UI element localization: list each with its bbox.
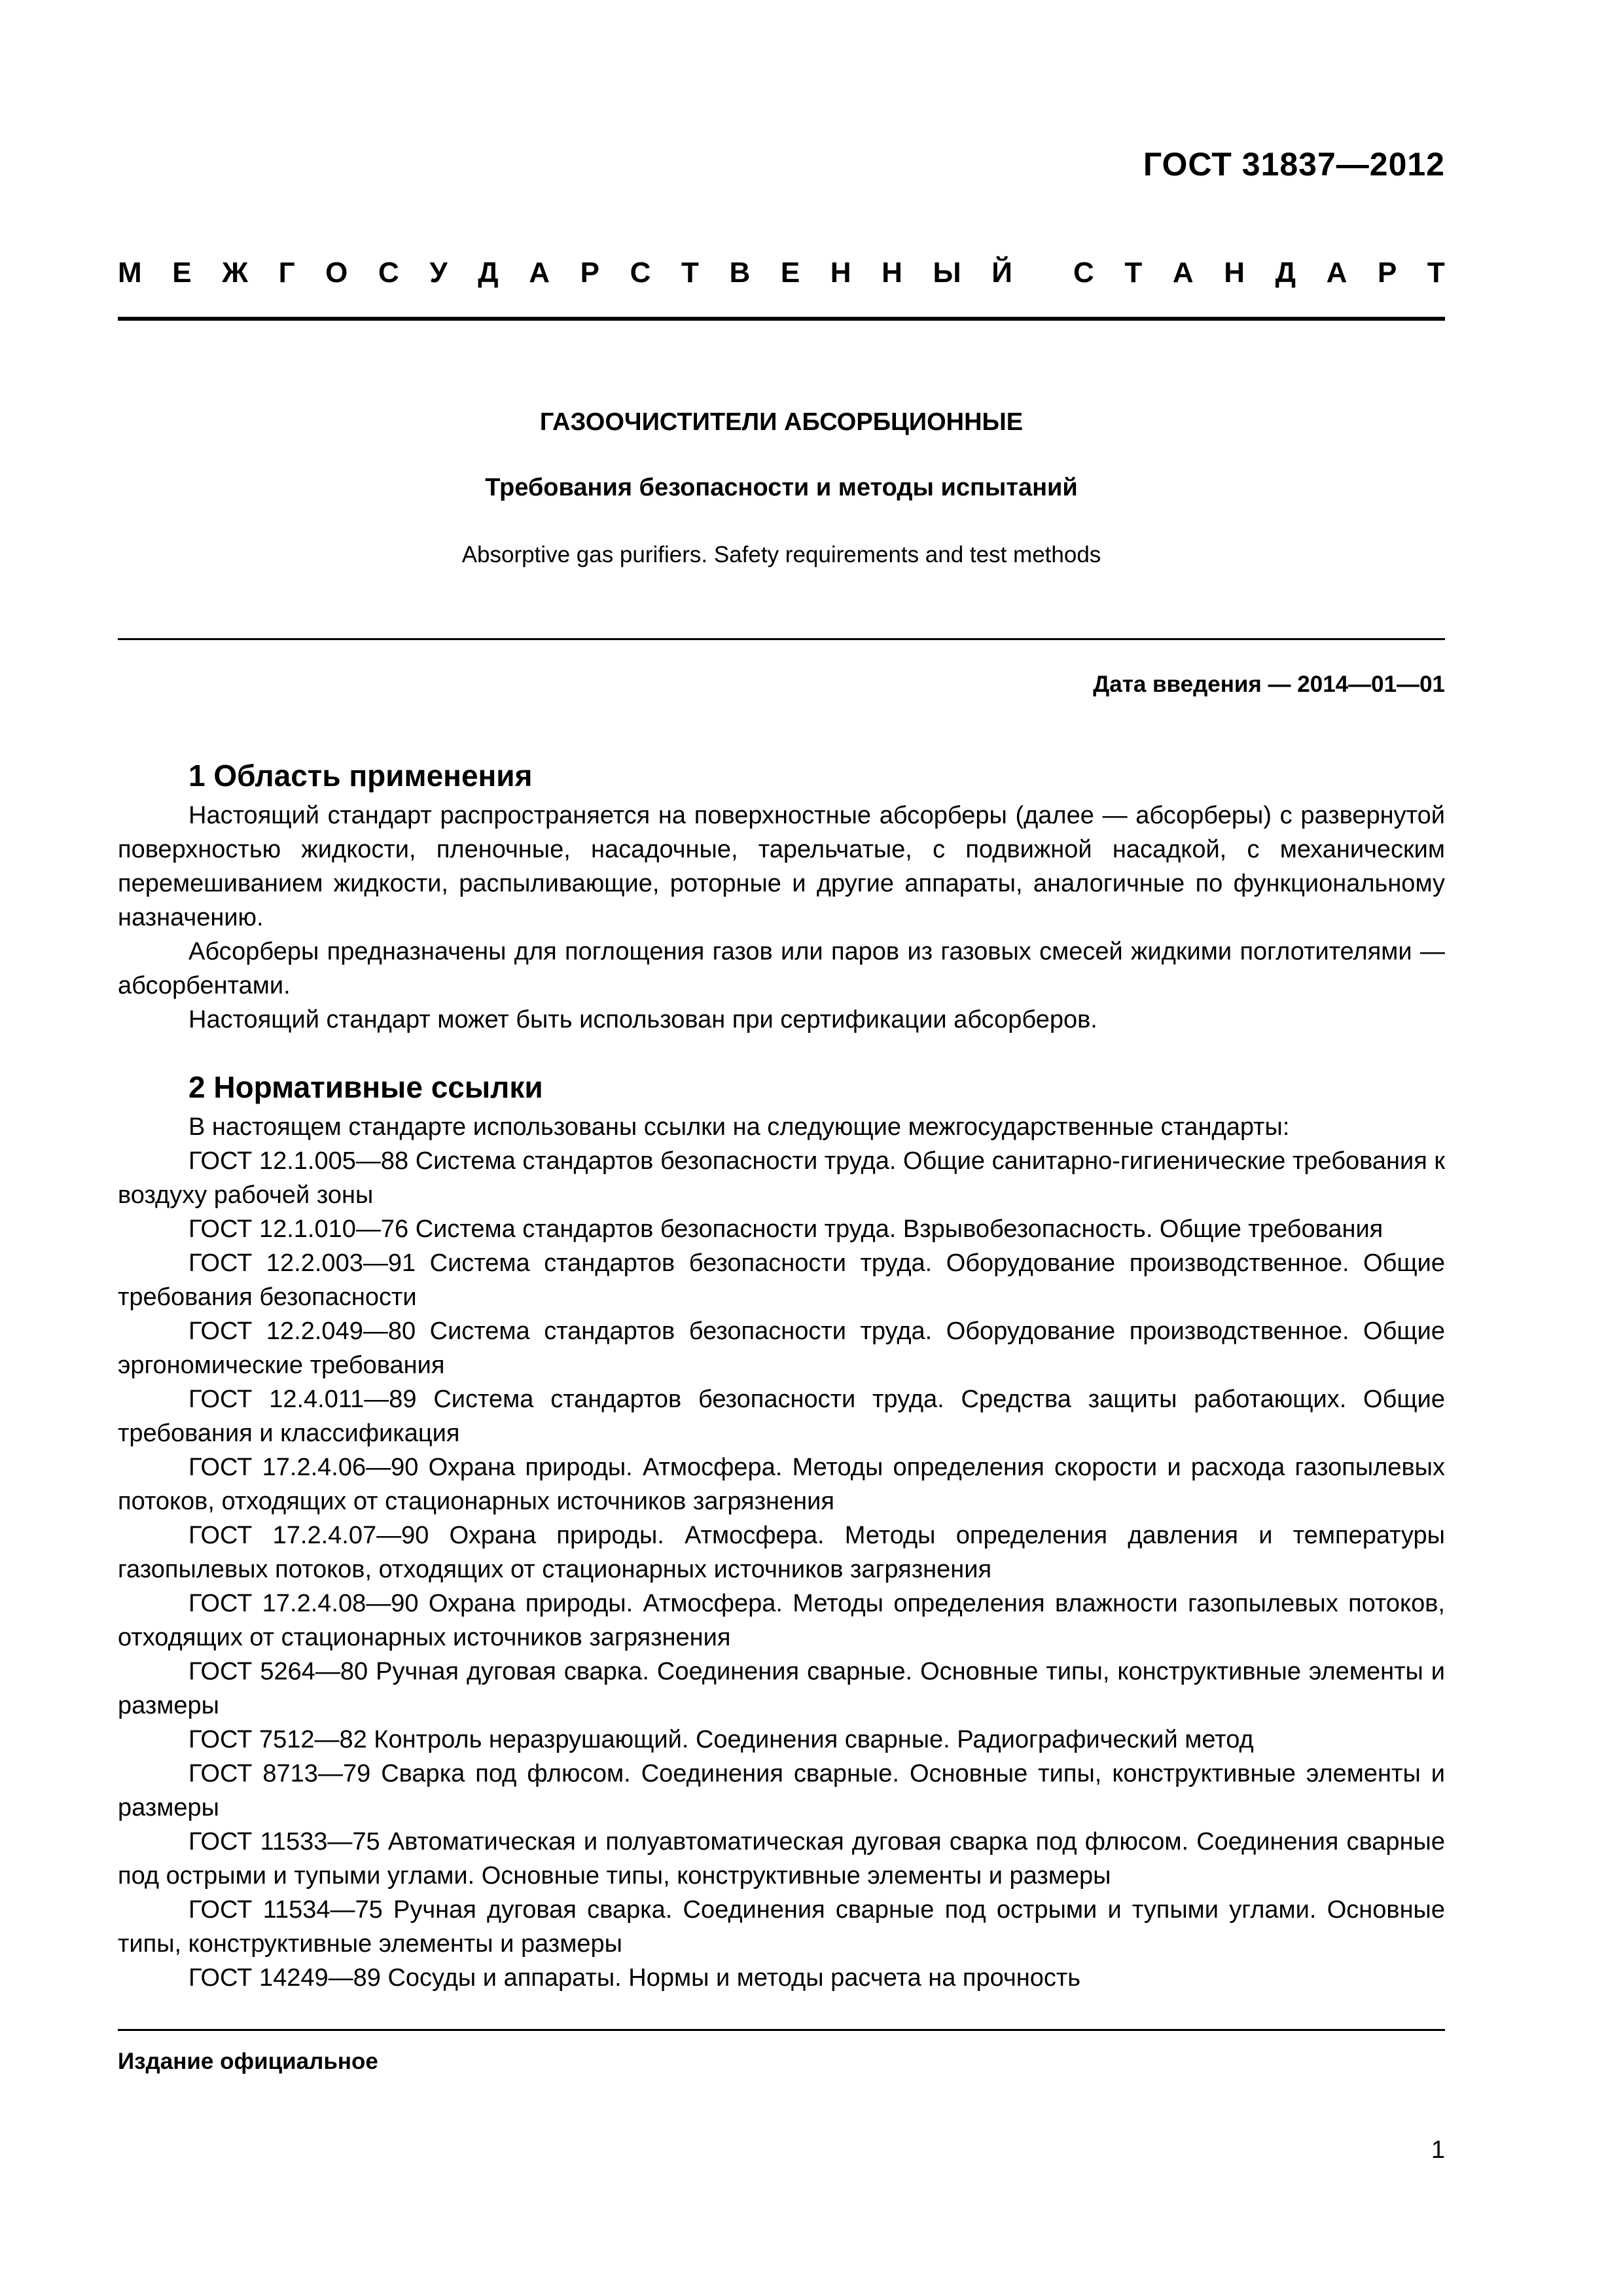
section-heading: 2 Нормативные ссылки: [188, 1070, 543, 1104]
reference-item: ГОСТ 8713—79 Сварка под флюсом. Соединения сварные. Основные типы, конструктивные элементы и размеры: [118, 1760, 1445, 1821]
title-rule: [118, 638, 1445, 640]
footer-rule: [118, 2029, 1445, 2031]
standard-type-letter: Ж: [222, 257, 248, 289]
standard-type-letter: Г: [278, 257, 295, 289]
standard-type-letter: Е: [780, 257, 800, 289]
section-normative-references: [118, 1064, 1445, 1995]
standard-number: ГОСТ 31837—2012: [1143, 146, 1445, 183]
standard-type-letter: Ы: [933, 257, 961, 289]
reference-item: ГОСТ 5264—80 Ручная дуговая сварка. Соединения сварные. Основные типы, конструктивные элементы и размеры: [118, 1658, 1445, 1719]
standard-type-letter: Р: [1377, 257, 1397, 289]
standard-type-heading: [118, 257, 1445, 289]
reference-item: ГОСТ 12.1.005—88 Система стандартов безопасности труда. Общие санитарно-гигиенические требования к воздуху рабочей зоны: [118, 1147, 1445, 1209]
reference-item: ГОСТ 12.4.011—89 Система стандартов безопасности труда. Средства защиты работающих. Общие требования и классификация: [118, 1386, 1445, 1447]
standard-type-letter: М: [118, 257, 142, 289]
standard-type-letter: Е: [172, 257, 192, 289]
standard-type-letter: Й: [991, 257, 1012, 289]
standard-type-letter: А: [1172, 257, 1194, 289]
standard-type-letter: С: [378, 257, 399, 289]
official-edition-label: Издание официальное: [118, 2049, 378, 2074]
standard-type-letter: Т: [681, 257, 699, 289]
section-gap: [118, 1037, 1445, 1064]
reference-item: ГОСТ 14249—89 Сосуды и аппараты. Нормы и методы расчета на прочность: [188, 1964, 1081, 1992]
standard-type-letter: С: [1073, 257, 1094, 289]
page-number: 1: [1431, 2136, 1445, 2164]
reference-item: ГОСТ 11533—75 Автоматическая и полуавтоматическая дуговая сварка под флюсом. Соединения сварные под острыми и тупыми углами. Основные типы, конструктивные элементы и размеры: [118, 1828, 1445, 1890]
reference-item: ГОСТ 11534—75 Ручная дуговая сварка. Соединения сварные под острыми и тупыми углами. Основные типы, конструктивные элементы и размеры: [118, 1896, 1445, 1958]
standard-type-letter: Д: [1275, 257, 1296, 289]
header-rule: [118, 317, 1445, 321]
standard-type-letter: Н: [1224, 257, 1245, 289]
standard-type-letter: А: [529, 257, 550, 289]
standard-type-letter: О: [325, 257, 348, 289]
standard-type-letter: В: [729, 257, 751, 289]
standard-type-letter: Н: [882, 257, 902, 289]
standard-type-letter: С: [630, 257, 651, 289]
paragraph: Абсорберы предназначены для поглощения газов или паров из газовых смесей жидкими поглотителями — абсорбентами.: [118, 938, 1445, 999]
document-body: [118, 753, 1445, 1995]
standard-type-letter: Т: [1427, 257, 1445, 289]
reference-item: ГОСТ 12.2.049—80 Система стандартов безопасности труда. Оборудование производственное. Общие эргономические требования: [118, 1318, 1445, 1379]
standard-type-letter: Н: [830, 257, 851, 289]
reference-item: ГОСТ 12.1.010—76 Система стандартов безопасности труда. Взрывобезопасность. Общие требования: [188, 1215, 1383, 1243]
paragraph: Настоящий стандарт распространяется на поверхностные абсорберы (далее — абсорберы) с развернутой поверхностью жидкости, пленочные, насадочные, тарельчатые, с подвижной насадкой, с механическим перемешиванием жидкости, распыливающие, роторные и другие аппараты, аналогичные по функциональному назначению.: [118, 802, 1445, 931]
reference-item: ГОСТ 12.2.003—91 Система стандартов безопасности труда. Оборудование производственное. Общие требования безопасности: [118, 1249, 1445, 1311]
paragraph: В настоящем стандарте использованы ссылки на следующие межгосударственные стандарты:: [188, 1113, 1290, 1141]
document-title-english: Absorptive gas purifiers. Safety requirements and test methods: [461, 542, 1101, 567]
section-scope: [118, 753, 1445, 1037]
reference-item: ГОСТ 7512—82 Контроль неразрушающий. Соединения сварные. Радиографический метод: [188, 1726, 1254, 1753]
reference-item: ГОСТ 17.2.4.06—90 Охрана природы. Атмосфера. Методы определения скорости и расхода газопылевых потоков, отходящих от стационарных источников загрязнения: [118, 1454, 1445, 1515]
paragraph: Настоящий стандарт может быть использован при сертификации абсорберов.: [188, 1006, 1097, 1033]
standard-type-letter: Р: [580, 257, 599, 289]
reference-item: ГОСТ 17.2.4.07—90 Охрана природы. Атмосфера. Методы определения давления и температуры газопылевых потоков, отходящих от стационарных источников загрязнения: [118, 1522, 1445, 1583]
standard-type-letter: Д: [478, 257, 499, 289]
section-heading: 1 Область применения: [188, 759, 533, 793]
reference-item: ГОСТ 17.2.4.08—90 Охрана природы. Атмосфера. Методы определения влажности газопылевых потоков, отходящих от стационарных источников загрязнения: [118, 1590, 1445, 1651]
standard-type-letter: У: [429, 257, 448, 289]
standard-type-letter: Т: [1124, 257, 1143, 289]
document-subtitle: Требования безопасности и методы испытаний: [485, 474, 1078, 501]
document-title: ГАЗООЧИСТИТЕЛИ АБСОРБЦИОННЫЕ: [539, 408, 1024, 436]
standard-type-letter: А: [1326, 257, 1347, 289]
introduction-date: Дата введения — 2014—01—01: [1093, 672, 1445, 697]
